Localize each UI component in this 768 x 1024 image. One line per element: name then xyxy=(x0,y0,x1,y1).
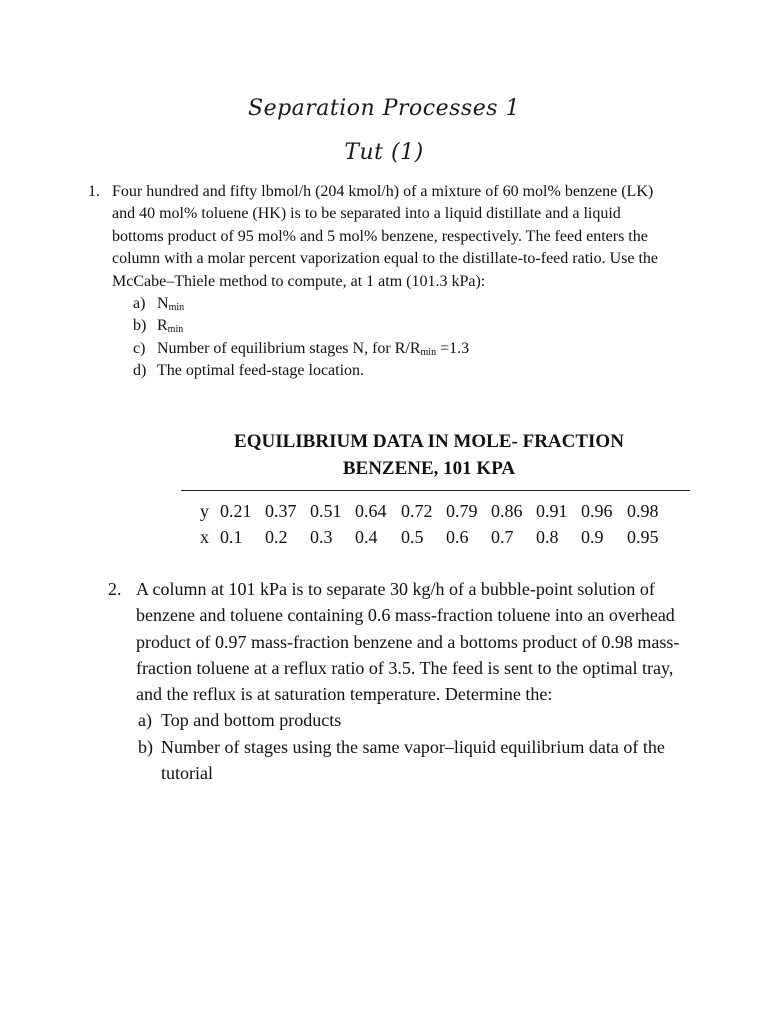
x-value: 0.1 xyxy=(220,527,243,547)
question-1-part-c xyxy=(112,338,672,360)
x-value: 0.7 xyxy=(491,527,514,547)
y-value: 0.51 xyxy=(310,501,342,521)
y-value: 0.96 xyxy=(581,501,613,521)
y-value: 0.79 xyxy=(446,501,478,521)
question-1-part-b xyxy=(112,315,672,337)
y-value: 0.72 xyxy=(401,501,433,521)
part-b-text: Number of stages using the same vapor–liquid equilibrium data of the tutorial xyxy=(161,736,665,784)
y-value: 0.86 xyxy=(491,501,523,521)
x-value: 0.5 xyxy=(401,527,424,547)
question-2-part-a xyxy=(136,707,696,733)
part-d-text: The optimal feed-stage location. xyxy=(157,362,365,380)
part-label: b) xyxy=(138,736,153,757)
question-2-parts xyxy=(136,707,696,786)
part-label: b) xyxy=(133,317,147,335)
part-label: d) xyxy=(133,362,147,380)
document-title: Separation Processes 1 xyxy=(248,96,520,121)
question-2-part-b xyxy=(136,734,696,787)
x-value: 0.3 xyxy=(310,527,333,547)
part-a-text: Top and bottom products xyxy=(161,710,342,731)
y-value: 0.37 xyxy=(265,501,297,521)
question-2-number: 2. xyxy=(108,579,122,599)
row-label-x: x xyxy=(200,527,209,547)
part-label: a) xyxy=(138,710,152,731)
y-value: 0.21 xyxy=(220,501,252,521)
question-1-number: 1. xyxy=(88,183,100,200)
x-value: 0.6 xyxy=(446,527,469,547)
question-1-text: Four hundred and fifty lbmol/h (204 kmol/h) of a mixture of 60 mol% benzene (LK) and 40 mol% toluene (HK) is to be separated into a liquid distillate and a liquid bottoms product of 95 mol% and 5 mol% benzene, respectively. The feed enters the column with a molar percent vaporization equal to the distillate-to-feed ratio. Use the McCabe–Thiele method to compute, at 1 atm (101.3 kPa): xyxy=(112,183,659,290)
row-label-y: y xyxy=(200,501,209,521)
question-1-part-a xyxy=(112,293,672,315)
x-value: 0.95 xyxy=(627,527,659,547)
part-label: c) xyxy=(133,339,146,357)
part-a-subscript: min xyxy=(168,302,185,314)
x-value: 0.8 xyxy=(536,527,559,547)
equilibrium-heading-line-2: BENZENE, 101 KPA xyxy=(342,458,516,479)
equilibrium-heading-line-1: EQUILIBRIUM DATA IN MOLE- FRACTION xyxy=(234,431,624,452)
y-value: 0.91 xyxy=(536,501,568,521)
x-value: 0.2 xyxy=(265,527,288,547)
part-b-symbol: R xyxy=(157,317,168,335)
part-label: a) xyxy=(133,295,146,313)
y-value: 0.64 xyxy=(355,501,387,521)
equilibrium-heading xyxy=(0,428,768,482)
x-value: 0.4 xyxy=(355,527,378,547)
part-c-text: Number of equilibrium stages N, for R/R xyxy=(157,339,421,357)
part-b-subscript: min xyxy=(167,324,184,336)
part-c-subscript: min xyxy=(420,346,437,358)
question-1-parts xyxy=(112,293,672,383)
table-rule xyxy=(181,490,690,491)
y-value: 0.98 xyxy=(627,501,659,521)
part-a-symbol: N xyxy=(157,295,169,313)
part-c-ratio: =1.3 xyxy=(436,339,470,357)
x-value: 0.9 xyxy=(581,527,604,547)
question-1-part-d xyxy=(112,360,672,382)
document-subtitle: Tut (1) xyxy=(344,140,424,165)
question-2-text: A column at 101 kPa is to separate 30 kg/h of a bubble-point solution of benzene and toluene containing 0.6 mass-fraction toluene into an overhead product of 0.97 mass-fraction benzene and a bottoms product of 0.98 mass-fraction toluene at a reflux ratio of 3.5. The feed is sent to the optimal tray, and the reflux is at saturation temperature. Determine the: xyxy=(136,579,680,705)
question-1 xyxy=(88,181,672,383)
question-2 xyxy=(108,576,696,786)
